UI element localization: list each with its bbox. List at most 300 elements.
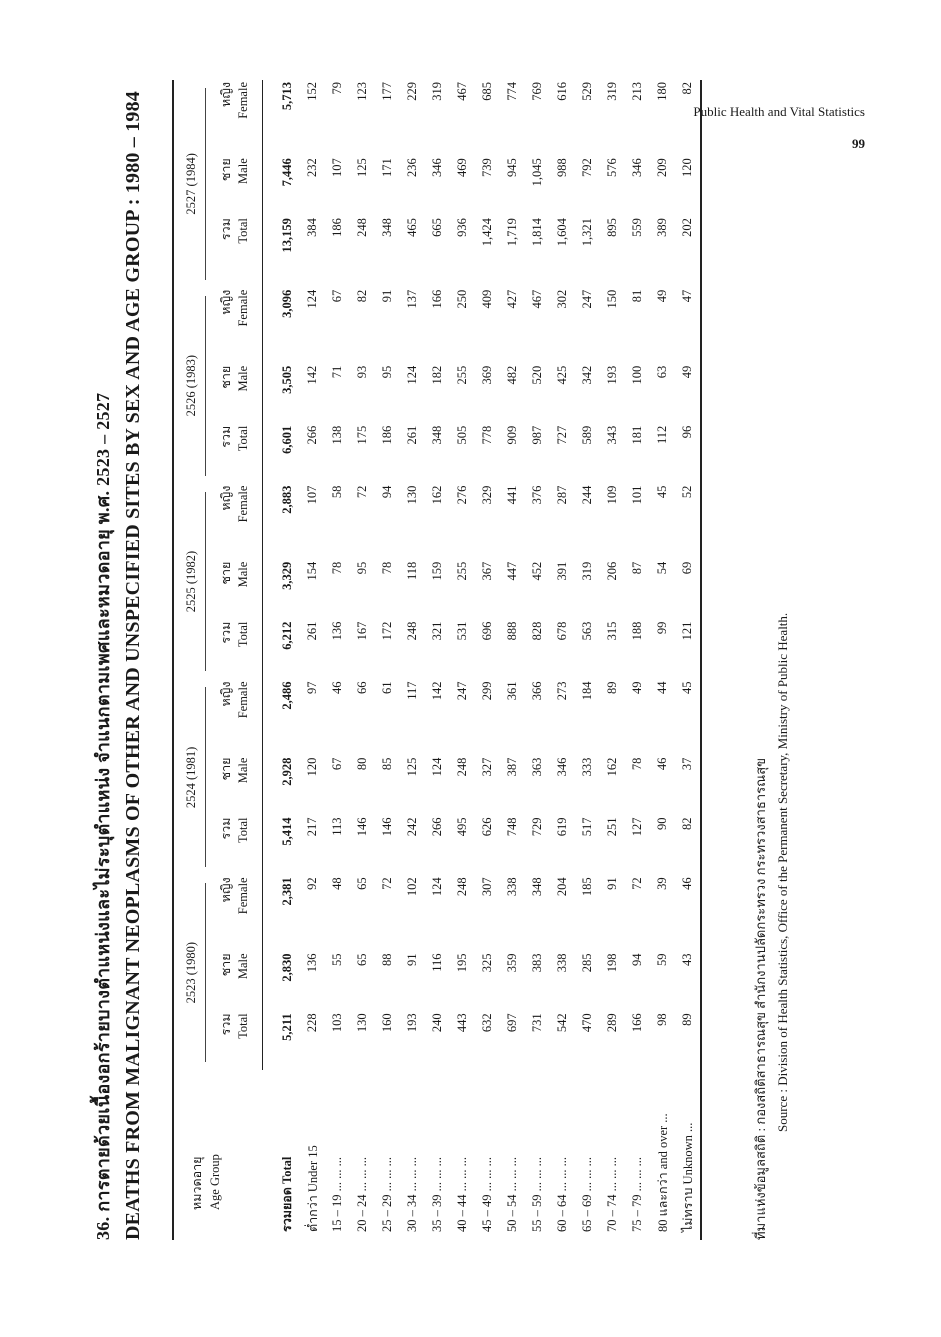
table-cell: 369 (480, 365, 494, 385)
table-row (400, 80, 425, 1240)
table-cell: 204 (555, 877, 569, 897)
table-cell: 774 (505, 82, 519, 101)
table-cell: 1,424 (480, 218, 494, 247)
table-cell: 769 (530, 82, 544, 101)
table-cell: 529 (580, 82, 594, 101)
table-cell: 121 (680, 621, 694, 641)
table-cell: 232 (305, 158, 319, 177)
source-note (750, 613, 794, 1240)
table-cell: 175 (355, 425, 369, 445)
year-header: 2525 (1982) (173, 484, 210, 680)
table-row (550, 80, 575, 1240)
sub-header (210, 951, 263, 1011)
sub-header-en: Total (236, 1013, 250, 1039)
table-cell: 361 (505, 681, 519, 701)
table-cell: 91 (405, 953, 419, 966)
table-cell: 82 (680, 82, 694, 95)
table-cell: 209 (655, 158, 669, 177)
table-row (625, 80, 650, 1240)
table-cell: 261 (305, 621, 319, 641)
year-header: 2524 (1981) (173, 680, 210, 876)
table-cell: 273 (555, 681, 569, 701)
table-cell: 329 (480, 485, 494, 505)
table-cell: 1,719 (505, 218, 519, 247)
table-cell: 5,713 (280, 82, 294, 111)
table-cell: 88 (380, 953, 394, 966)
table-cell: 44 (655, 681, 669, 694)
table-cell: 909 (505, 425, 519, 445)
table-cell: 389 (655, 218, 669, 237)
table-cell: 103 (330, 1013, 344, 1033)
sub-header-th: ชาย (219, 757, 233, 781)
table-cell: 46 (655, 757, 669, 771)
table-cell: 255 (455, 365, 469, 385)
table-cell: 193 (605, 365, 619, 385)
table-row (500, 80, 525, 1240)
table-cell: 482 (505, 365, 519, 385)
table-cell: 2,381 (280, 877, 294, 906)
table-cell: 43 (680, 953, 694, 966)
table-row (525, 80, 550, 1240)
table-cell: 94 (630, 953, 644, 966)
table-cell: 71 (330, 365, 344, 379)
table-cell: 376 (530, 485, 544, 505)
table-cell: 5,211 (280, 1013, 294, 1041)
table-cell: 125 (355, 158, 369, 177)
table-cell: 319 (430, 82, 444, 101)
table-cell: 391 (555, 561, 569, 581)
table-cell: 427 (505, 289, 519, 309)
age-group-label: 70 – 74 ... ... ... (605, 1157, 619, 1232)
sub-header-th: ชาย (219, 158, 233, 182)
table-cell: 97 (305, 681, 319, 694)
table-cell: 387 (505, 757, 519, 777)
sub-header-en: Female (236, 681, 250, 719)
sub-header-th: หญิง (219, 82, 233, 107)
table-cell: 443 (455, 1013, 469, 1033)
table-cell: 348 (530, 877, 544, 897)
source-english: Source : Division of Health Statistics, Office of the Permanent Secretary, Ministry of Public Health. (775, 612, 790, 1132)
table-cell: 346 (555, 757, 569, 777)
table-cell: 247 (455, 681, 469, 701)
table-row (375, 80, 400, 1240)
table-cell: 697 (505, 1013, 519, 1033)
table-cell: 302 (555, 289, 569, 309)
sub-header (210, 156, 263, 216)
table-row (425, 80, 450, 1240)
table-cell: 319 (580, 561, 594, 581)
table-cell: 130 (405, 485, 419, 505)
table-cell: 452 (530, 561, 544, 581)
table-cell: 348 (380, 218, 394, 237)
sub-header-en: Total (236, 425, 250, 452)
table-cell: 39 (655, 877, 669, 890)
sub-header-th: ชาย (219, 365, 233, 389)
sub-header (210, 815, 263, 875)
table-cell: 124 (430, 877, 444, 897)
table-cell: 66 (355, 681, 369, 694)
table-cell: 146 (355, 817, 369, 837)
year-header: 2527 (1984) (173, 80, 210, 288)
age-group-header-en: Age Group (208, 1154, 222, 1210)
table-cell: 138 (330, 425, 344, 445)
sub-header (210, 364, 263, 424)
table-cell: 1,321 (580, 218, 594, 247)
age-group-label: 50 – 54 ... ... ... (505, 1157, 519, 1232)
table-cell: 3,329 (280, 561, 294, 590)
table-cell: 348 (430, 425, 444, 445)
age-group-header-th: หมวดอายุ (190, 1156, 204, 1210)
age-group-label: ต่ำกว่า Under 15 (305, 1145, 320, 1232)
sub-header-en: Male (236, 365, 250, 392)
age-group-label: 65 – 69 ... ... ... (580, 1157, 594, 1232)
table-cell: 739 (480, 158, 494, 177)
table-cell: 1,604 (555, 218, 569, 247)
sub-header-en: Female (236, 877, 250, 915)
table-cell: 159 (430, 561, 444, 581)
table-cell: 95 (380, 365, 394, 379)
table-cell: 94 (380, 485, 394, 499)
sub-header (210, 1011, 263, 1070)
table-cell: 936 (455, 218, 469, 237)
sub-header (210, 680, 263, 756)
table-cell: 338 (505, 877, 519, 897)
table-cell: 289 (605, 1013, 619, 1033)
table-cell: 727 (555, 425, 569, 445)
table-cell: 65 (355, 877, 369, 890)
table-cell: 59 (655, 953, 669, 966)
table-cell: 112 (655, 425, 669, 444)
table-cell: 188 (630, 621, 644, 641)
sub-header (210, 560, 263, 620)
age-group-label: 75 – 79 ... ... ... (630, 1157, 644, 1232)
table-cell: 632 (480, 1013, 494, 1033)
table-cell: 6,212 (280, 621, 294, 650)
table-cell: 1,045 (530, 158, 544, 187)
deaths-table (172, 80, 702, 1240)
table-cell: 520 (530, 365, 544, 385)
sub-header-en: Total (236, 817, 250, 843)
table-cell: 576 (605, 158, 619, 177)
age-group-label: 45 – 49 ... ... ... (480, 1157, 494, 1232)
table-cell: 248 (405, 621, 419, 641)
table-cell: 67 (330, 757, 344, 771)
table-cell: 180 (655, 82, 669, 101)
table-cell: 495 (455, 817, 469, 837)
table-cell: 425 (555, 365, 569, 385)
table-cell: 342 (580, 365, 594, 385)
table-cell: 198 (605, 953, 619, 973)
table-cell: 343 (605, 425, 619, 445)
table-cell: 81 (630, 289, 644, 303)
sub-header-th: หญิง (219, 681, 233, 707)
year-header: 2526 (1983) (173, 288, 210, 484)
table-row (325, 80, 350, 1240)
table-cell: 69 (680, 561, 694, 575)
table-cell: 90 (655, 817, 669, 830)
table-cell: 363 (530, 757, 544, 777)
table-cell: 228 (305, 1013, 319, 1033)
sub-header-en: Total (236, 218, 250, 244)
sub-header-en: Male (236, 561, 250, 588)
table-cell: 142 (305, 365, 319, 385)
table-cell: 240 (430, 1013, 444, 1033)
table-cell: 685 (480, 82, 494, 101)
table-cell: 117 (405, 681, 419, 700)
table-cell: 346 (430, 158, 444, 177)
table-row (650, 80, 675, 1240)
table-cell: 186 (380, 425, 394, 445)
table-cell: 202 (680, 218, 694, 237)
sub-header-en: Female (236, 485, 250, 523)
table-cell: 3,096 (280, 289, 294, 318)
table-cell: 266 (430, 817, 444, 837)
age-group-label: รวมยอด Total (280, 1156, 295, 1232)
table-cell: 101 (630, 485, 644, 505)
table-cell: 49 (630, 681, 644, 694)
age-group-label: 40 – 44 ... ... ... (455, 1157, 469, 1232)
table-cell: 48 (330, 877, 344, 890)
table-cell: 160 (380, 1013, 394, 1033)
table-cell: 244 (580, 485, 594, 505)
table-cell: 6,601 (280, 425, 294, 454)
table-cell: 531 (455, 621, 469, 641)
table-cell: 559 (630, 218, 644, 237)
table-cell: 195 (455, 953, 469, 973)
table-cell: 120 (680, 158, 694, 177)
sub-header (210, 484, 263, 560)
age-group-header (173, 1070, 263, 1240)
sub-header-th: หญิง (219, 289, 233, 315)
table-cell: 78 (630, 757, 644, 771)
sub-header (210, 80, 263, 156)
table-cell: 107 (305, 485, 319, 505)
table-cell: 213 (630, 82, 644, 101)
table-cell: 166 (430, 289, 444, 309)
table-cell: 467 (530, 289, 544, 309)
table-cell: 441 (505, 485, 519, 505)
table-cell: 248 (455, 757, 469, 777)
table-cell: 82 (355, 289, 369, 303)
table-cell: 102 (405, 877, 419, 897)
rotated-page-content (60, 60, 840, 1290)
table-row (300, 80, 325, 1240)
table-cell: 125 (405, 757, 419, 777)
table-cell: 1,814 (530, 218, 544, 247)
table-cell: 467 (455, 82, 469, 101)
table-cell: 470 (580, 1013, 594, 1033)
sub-header (210, 620, 263, 680)
sub-header-en: Female (236, 82, 250, 119)
table-cell: 242 (405, 817, 419, 837)
sub-header-th: รวม (219, 621, 233, 644)
table-cell: 154 (305, 561, 319, 581)
table-cell: 2,486 (280, 681, 294, 710)
table-cell: 80 (355, 757, 369, 771)
sub-header (210, 424, 263, 484)
table-cell: 127 (630, 817, 644, 837)
sub-header (210, 288, 263, 364)
table-cell: 79 (330, 82, 344, 95)
table-cell: 167 (355, 621, 369, 641)
age-group-label: 15 – 19 ... ... ... (330, 1157, 344, 1232)
table-cell: 150 (605, 289, 619, 309)
table-cell: 13,159 (280, 218, 294, 253)
table-cell: 98 (655, 1013, 669, 1026)
sub-header (210, 875, 263, 951)
sub-header-th: รวม (219, 817, 233, 840)
table-cell: 182 (430, 365, 444, 385)
table-cell: 184 (580, 681, 594, 701)
table-cell: 124 (430, 757, 444, 777)
sub-header-en: Male (236, 158, 250, 184)
sub-header-th: ชาย (219, 561, 233, 585)
table-cell: 82 (680, 817, 694, 830)
table-cell: 152 (305, 82, 319, 101)
table-row (575, 80, 600, 1240)
table-cell: 137 (405, 289, 419, 309)
table-cell: 120 (305, 757, 319, 777)
table-cell: 945 (505, 158, 519, 177)
table-cell: 47 (680, 289, 694, 303)
age-group-label: 35 – 39 ... ... ... (430, 1157, 444, 1232)
table-cell: 136 (305, 953, 319, 973)
table-cell: 299 (480, 681, 494, 701)
table-cell: 181 (630, 425, 644, 445)
sub-header (210, 216, 263, 288)
table-cell: 748 (505, 817, 519, 837)
table-cell: 37 (680, 757, 694, 771)
table-cell: 87 (630, 561, 644, 575)
table-cell: 447 (505, 561, 519, 581)
table-title-thai: 36. การตายด้วยเนื้องอกร้ายบางตำแหน่งและไม่ระบุตำแหน่ง จำแนกตามเพศและหมวดอายุ พ.ศ. 2523 – 2527 (93, 392, 113, 1240)
table-cell: 61 (380, 681, 394, 694)
table-cell: 778 (480, 425, 494, 445)
table-cell: 367 (480, 561, 494, 581)
table-cell: 46 (330, 681, 344, 694)
table-cell: 307 (480, 877, 494, 897)
table-cell: 72 (630, 877, 644, 890)
table-cell: 2,883 (280, 485, 294, 514)
table-cell: 124 (305, 289, 319, 309)
table-cell: 828 (530, 621, 544, 641)
table-cell: 72 (355, 485, 369, 499)
age-group-label: 25 – 29 ... ... ... (380, 1157, 394, 1232)
table-cell: 89 (605, 681, 619, 694)
table-title-english: DEATHS FROM MALIGNANT NEOPLASMS OF OTHER AND UNSPECIFIED SITES BY SEX AND AGE GROUP : 1980 – 1984 (122, 91, 144, 1240)
table-cell: 505 (455, 425, 469, 445)
table-cell: 251 (605, 817, 619, 837)
table-cell: 46 (680, 877, 694, 890)
table-cell: 333 (580, 757, 594, 777)
table-cell: 469 (455, 158, 469, 177)
table-cell: 49 (680, 365, 694, 379)
table-row (450, 80, 475, 1240)
table-cell: 2,928 (280, 757, 294, 786)
table-cell: 123 (355, 82, 369, 101)
table-cell: 130 (355, 1013, 369, 1033)
table-cell: 162 (430, 485, 444, 505)
table-cell: 45 (655, 485, 669, 499)
table-cell: 193 (405, 1013, 419, 1033)
sub-header-th: รวม (219, 218, 233, 241)
table-cell: 136 (330, 621, 344, 641)
table-cell: 171 (380, 158, 394, 177)
table-cell: 58 (330, 485, 344, 499)
sub-header-en: Total (236, 621, 250, 648)
table-cell: 696 (480, 621, 494, 641)
table-cell: 99 (655, 621, 669, 635)
table-cell: 92 (305, 877, 319, 890)
table-cell: 2,830 (280, 953, 294, 982)
table-row (350, 80, 375, 1240)
table-cell: 186 (330, 218, 344, 237)
table-cell: 113 (330, 817, 344, 836)
table-cell: 346 (630, 158, 644, 177)
table-cell: 146 (380, 817, 394, 837)
table-cell: 72 (380, 877, 394, 890)
table-cell: 3,505 (280, 365, 294, 394)
table-cell: 731 (530, 1013, 544, 1033)
table-cell: 95 (355, 561, 369, 575)
table-cell: 276 (455, 485, 469, 505)
table-cell: 166 (630, 1013, 644, 1033)
table-cell: 185 (580, 877, 594, 897)
table-cell: 217 (305, 817, 319, 837)
table-cell: 542 (555, 1013, 569, 1033)
table-cell: 325 (480, 953, 494, 973)
page-number: 99 (852, 136, 865, 151)
table-cell: 409 (480, 289, 494, 309)
table-cell: 107 (330, 158, 344, 177)
table-cell: 266 (305, 425, 319, 445)
table-row (600, 80, 625, 1240)
table-cell: 261 (405, 425, 419, 445)
table-cell: 93 (355, 365, 369, 379)
sub-header-th: หญิง (219, 877, 233, 903)
table-cell: 78 (330, 561, 344, 575)
table-cell: 236 (405, 158, 419, 177)
table-cell: 45 (680, 681, 694, 694)
table-cell: 54 (655, 561, 669, 575)
table-cell: 285 (580, 953, 594, 973)
age-group-label: 80 และกว่า and over ... (655, 1113, 670, 1232)
table-cell: 247 (580, 289, 594, 309)
table-cell: 250 (455, 289, 469, 309)
sub-header-th: รวม (219, 425, 233, 448)
sub-header-en: Female (236, 289, 250, 327)
table-cell: 248 (455, 877, 469, 897)
table-cell: 172 (380, 621, 394, 641)
table-cell: 321 (430, 621, 444, 641)
total-row (263, 80, 301, 1240)
table-cell: 895 (605, 218, 619, 237)
table-cell: 383 (530, 953, 544, 973)
table-cell: 729 (530, 817, 544, 837)
table-cell: 91 (380, 289, 394, 303)
table-cell: 665 (430, 218, 444, 237)
table-cell: 888 (505, 621, 519, 641)
table-cell: 287 (555, 485, 569, 505)
table-cell: 206 (605, 561, 619, 581)
table-cell: 142 (430, 681, 444, 701)
table-cell: 327 (480, 757, 494, 777)
table-cell: 7,446 (280, 158, 294, 187)
table-cell: 91 (605, 877, 619, 890)
table-cell: 100 (630, 365, 644, 385)
age-group-label: 60 – 64 ... ... ... (555, 1157, 569, 1232)
table-cell: 366 (530, 681, 544, 701)
